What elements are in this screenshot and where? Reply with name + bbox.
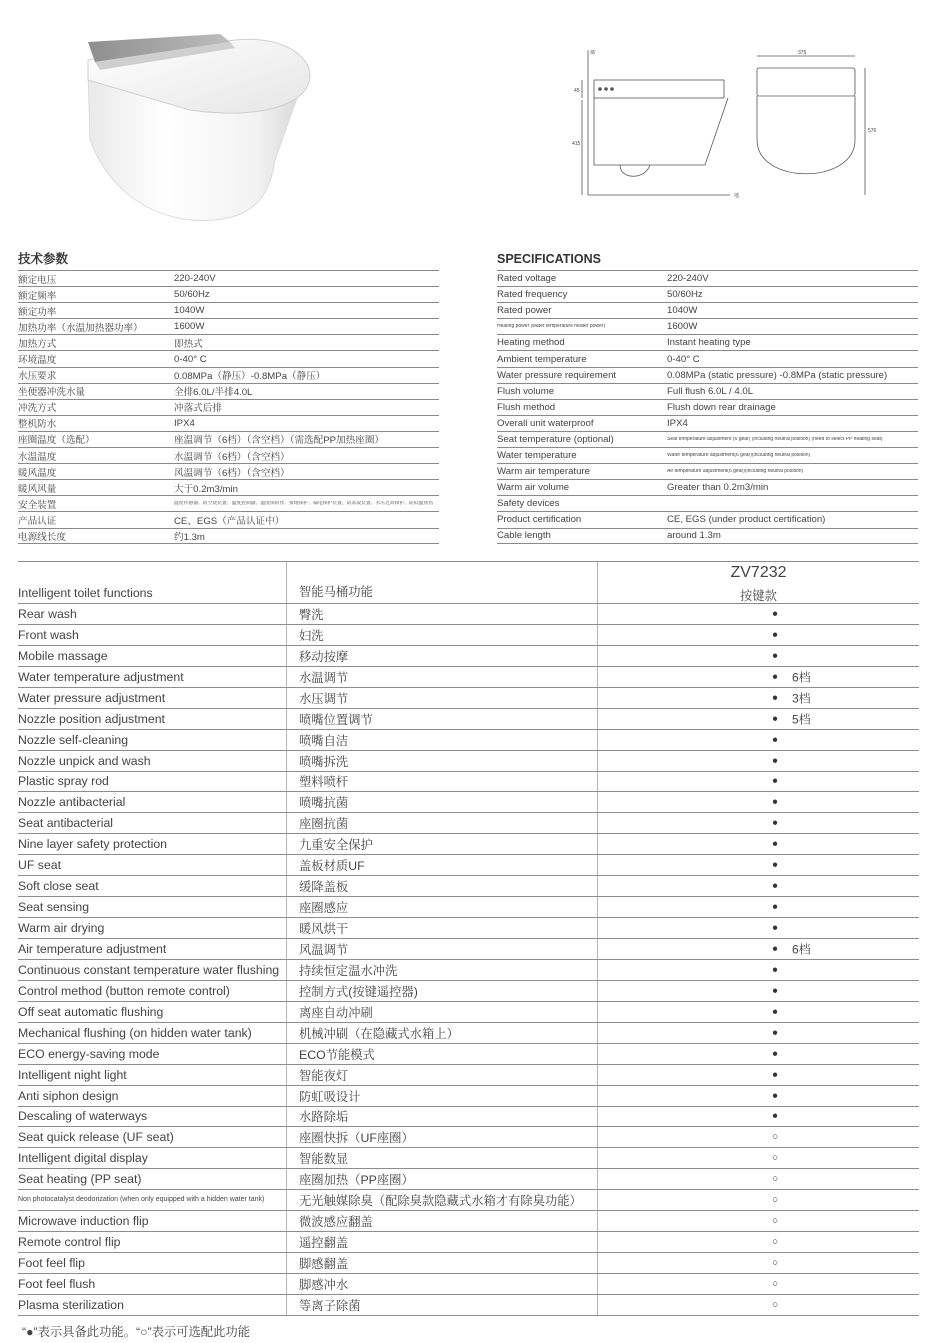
standard-mark-icon: ● bbox=[772, 671, 779, 683]
feature-availability bbox=[597, 918, 919, 938]
feature-row bbox=[18, 855, 919, 876]
feature-level: 6档 bbox=[792, 670, 811, 685]
feature-row bbox=[18, 1190, 919, 1211]
spec-value: 即热式 bbox=[174, 338, 203, 350]
spec-row bbox=[497, 495, 918, 511]
feature-name-cn: 智能数显 bbox=[286, 1148, 597, 1168]
feature-availability bbox=[597, 1065, 919, 1085]
optional-mark-icon: ○ bbox=[772, 1236, 779, 1248]
spec-row bbox=[497, 367, 918, 383]
spec-label: 电源线长度 bbox=[18, 531, 66, 543]
spec-label: 产品认证 bbox=[18, 515, 57, 527]
feature-name-en: Soft close seat bbox=[18, 879, 99, 894]
feature-name-cn: 塑料喷杆 bbox=[286, 772, 597, 792]
feature-availability bbox=[597, 1086, 919, 1106]
feature-name-cn: 机械冲刷（在隐藏式水箱上） bbox=[286, 1023, 597, 1043]
feature-name-cn: 无光触媒除臭（配除臭款隐藏式水箱才有除臭功能） bbox=[286, 1190, 597, 1210]
optional-mark-icon: ○ bbox=[772, 1131, 779, 1143]
standard-mark-icon: ● bbox=[772, 859, 779, 871]
feature-name-cn: 脚感翻盖 bbox=[286, 1253, 597, 1273]
feature-name-cn: 离座自动冲刷 bbox=[286, 1002, 597, 1022]
feature-name-cn: 水路除垢 bbox=[286, 1107, 597, 1127]
spec-label: Overall unit waterproof bbox=[497, 417, 594, 429]
feature-name-cn: 座圈加热（PP座圈） bbox=[286, 1169, 597, 1189]
standard-mark-icon: ● bbox=[772, 1006, 779, 1018]
feature-name-cn: 遥控翻盖 bbox=[286, 1232, 597, 1252]
feature-name-en: Nozzle unpick and wash bbox=[18, 753, 151, 768]
spec-label: 额定功率 bbox=[18, 306, 57, 318]
feature-name-cn: 控制方式(按键遥控器) bbox=[286, 981, 597, 1001]
spec-label: 暖风温度 bbox=[18, 467, 57, 479]
spec-value: IPX4 bbox=[174, 417, 195, 429]
feature-name-en: Intelligent night light bbox=[18, 1067, 127, 1082]
feature-availability bbox=[597, 1148, 919, 1168]
feature-name-en: Off seat automatic flushing bbox=[18, 1004, 164, 1019]
feature-availability bbox=[597, 855, 919, 875]
feature-availability bbox=[597, 1274, 919, 1294]
spec-label: 加热方式 bbox=[18, 338, 57, 350]
feature-name-cn: 水温调节 bbox=[286, 667, 597, 687]
features-header-en: Intelligent toilet functions bbox=[18, 586, 153, 600]
feature-row bbox=[18, 1086, 919, 1107]
feature-name-en: Mobile massage bbox=[18, 648, 108, 663]
spec-row bbox=[18, 302, 439, 318]
feature-availability bbox=[597, 667, 919, 687]
feature-name-en: Descaling of waterways bbox=[18, 1109, 148, 1124]
spec-label: 座圈温度（选配） bbox=[18, 435, 95, 447]
spec-value: 风温调节（6档）（含空档） bbox=[174, 467, 290, 479]
spec-label: Flush method bbox=[497, 401, 556, 413]
spec-row bbox=[18, 318, 439, 334]
spec-row bbox=[18, 367, 439, 383]
dim-tank: 45 bbox=[574, 88, 580, 94]
spec-label: Safety devices bbox=[497, 498, 560, 510]
spec-row bbox=[497, 415, 918, 431]
feature-row bbox=[18, 1002, 919, 1023]
optional-mark-icon: ○ bbox=[772, 1257, 779, 1269]
product-photo-toilet bbox=[70, 20, 330, 235]
optional-mark-icon: ○ bbox=[772, 1278, 779, 1290]
feature-name-cn: 座圈感应 bbox=[286, 897, 597, 917]
spec-value: IPX4 bbox=[667, 417, 688, 429]
feature-row bbox=[18, 960, 919, 981]
features-table bbox=[18, 561, 919, 1316]
feature-row bbox=[18, 604, 919, 625]
feature-name-cn: 喷嘴拆洗 bbox=[286, 751, 597, 771]
feature-availability bbox=[597, 751, 919, 771]
spec-value: Full flush 6.0L / 4.0L bbox=[667, 385, 754, 397]
feature-name-cn: 防虹吸设计 bbox=[286, 1086, 597, 1106]
spec-label: Warm air temperature bbox=[497, 466, 590, 478]
floor-label: 地 bbox=[734, 193, 740, 199]
spec-label: Product certification bbox=[497, 514, 582, 526]
feature-row bbox=[18, 1148, 919, 1169]
standard-mark-icon: ● bbox=[772, 692, 779, 704]
spec-row bbox=[18, 383, 439, 399]
wall-label: 墙 bbox=[590, 50, 596, 56]
spec-value: 1600W bbox=[667, 321, 698, 333]
spec-label: Seat temperature (optional) bbox=[497, 433, 614, 445]
feature-row bbox=[18, 1107, 919, 1128]
feature-row bbox=[18, 1044, 919, 1065]
feature-name-en: Water temperature adjustment bbox=[18, 669, 184, 684]
feature-name-cn: 微波感应翻盖 bbox=[286, 1211, 597, 1231]
feature-row bbox=[18, 792, 919, 813]
feature-row bbox=[18, 1023, 919, 1044]
spec-label: Rated power bbox=[497, 305, 552, 317]
feature-row bbox=[18, 730, 919, 751]
optional-mark-icon: ○ bbox=[772, 1194, 779, 1206]
feature-row bbox=[18, 646, 919, 667]
spec-value: 1040W bbox=[174, 305, 205, 317]
feature-name-en: Non photocatalyst deodorization (when only equipped with a hidden water tank) bbox=[18, 1196, 265, 1204]
feature-availability bbox=[597, 1211, 919, 1231]
spec-label: Rated voltage bbox=[497, 273, 557, 285]
feature-row bbox=[18, 751, 919, 772]
spec-value: 0-40° C bbox=[174, 353, 207, 365]
feature-level: 5档 bbox=[792, 712, 811, 727]
spec-table-en bbox=[497, 252, 918, 544]
spec-row bbox=[497, 302, 918, 318]
feature-row bbox=[18, 1211, 919, 1232]
spec-label: Water temperature bbox=[497, 450, 577, 462]
feature-name-cn: 风温调节 bbox=[286, 939, 597, 959]
feature-name-en: Continuous constant temperature water flushing bbox=[18, 962, 280, 977]
spec-label: Heating power (water temperature heater power) bbox=[497, 324, 606, 330]
standard-mark-icon: ● bbox=[772, 713, 779, 725]
standard-mark-icon: ● bbox=[772, 1048, 779, 1060]
feature-name-en: Microwave induction flip bbox=[18, 1214, 149, 1229]
feature-name-cn: 水压调节 bbox=[286, 688, 597, 708]
optional-mark-icon: ○ bbox=[772, 1173, 779, 1185]
spec-value: 0.08MPa（静压）-0.8MPa（静压） bbox=[174, 371, 326, 383]
spec-label: Water pressure requirement bbox=[497, 369, 617, 381]
standard-mark-icon: ● bbox=[772, 817, 779, 829]
standard-mark-icon: ● bbox=[772, 1069, 779, 1081]
feature-availability bbox=[597, 1253, 919, 1273]
feature-name-en: Control method (button remote control) bbox=[18, 983, 230, 998]
feature-row bbox=[18, 1232, 919, 1253]
feature-availability bbox=[597, 876, 919, 896]
feature-name-en: Mechanical flushing (on hidden water tank) bbox=[18, 1025, 252, 1040]
feature-name-cn: 暖风烘干 bbox=[286, 918, 597, 938]
spec-label: 整机防水 bbox=[18, 419, 57, 431]
dim-depth: 576 bbox=[868, 128, 877, 134]
spec-label: 暖风风量 bbox=[18, 483, 57, 495]
model-name: ZV7232 bbox=[730, 564, 787, 581]
standard-mark-icon: ● bbox=[772, 1027, 779, 1039]
optional-mark-icon: ○ bbox=[772, 1152, 779, 1164]
spec-row bbox=[18, 479, 439, 495]
feature-name-cn: 喷嘴抗菌 bbox=[286, 792, 597, 812]
feature-availability bbox=[597, 1127, 919, 1147]
feature-row bbox=[18, 1127, 919, 1148]
standard-mark-icon: ● bbox=[772, 734, 779, 746]
spec-title-en: SPECIFICATIONS bbox=[497, 252, 601, 266]
feature-name-cn: 喷嘴自洁 bbox=[286, 730, 597, 750]
feature-name-en: Front wash bbox=[18, 627, 79, 642]
spec-value: 冲落式后排 bbox=[174, 403, 222, 415]
spec-value: 0-40° C bbox=[667, 353, 700, 365]
features-header-cn: 智能马桶功能 bbox=[286, 562, 597, 603]
feature-name-cn: 臀洗 bbox=[286, 604, 597, 624]
feature-name-en: Seat quick release (UF seat) bbox=[18, 1130, 174, 1145]
spec-row bbox=[18, 447, 439, 463]
spec-value: Air temperature adjustment(6 gear)(including neutral position) bbox=[667, 468, 804, 474]
spec-row bbox=[497, 447, 918, 463]
feature-row bbox=[18, 981, 919, 1002]
spec-value: 水温调节（6档）（含空档） bbox=[174, 451, 290, 463]
spec-label: 冲洗方式 bbox=[18, 403, 57, 415]
spec-value: Seat temperature adjustment (6 gear) (including neutral position) (need to select PP heating seat) bbox=[667, 436, 883, 442]
dim-width: 375 bbox=[798, 50, 807, 56]
feature-availability bbox=[597, 1232, 919, 1252]
model-variant: 按键款 bbox=[740, 589, 777, 603]
standard-mark-icon: ● bbox=[772, 838, 779, 850]
feature-row bbox=[18, 772, 919, 793]
spec-label: Heating method bbox=[497, 337, 565, 349]
feature-row bbox=[18, 688, 919, 709]
feature-name-en: Plasma sterilization bbox=[18, 1297, 124, 1312]
feature-name-cn: 缓降盖板 bbox=[286, 876, 597, 896]
spec-row bbox=[497, 334, 918, 350]
feature-name-en: Nozzle position adjustment bbox=[18, 711, 165, 726]
feature-row bbox=[18, 709, 919, 730]
spec-value: Water temperature adjustment(6 gear)(including neutral position) bbox=[667, 452, 811, 458]
spec-row bbox=[18, 415, 439, 431]
spec-row bbox=[18, 431, 439, 447]
spec-value: CE、EGS（产品认证中） bbox=[174, 515, 285, 527]
standard-mark-icon: ● bbox=[772, 629, 779, 641]
feature-row bbox=[18, 1274, 919, 1295]
feature-name-en: Rear wash bbox=[18, 606, 77, 621]
feature-availability bbox=[597, 772, 919, 792]
feature-availability bbox=[597, 897, 919, 917]
spec-label: 环境温度 bbox=[18, 355, 57, 367]
standard-mark-icon: ● bbox=[772, 608, 779, 620]
feature-availability bbox=[597, 604, 919, 624]
spec-value: 全排6.0L/半排4.0L bbox=[174, 387, 253, 399]
feature-availability bbox=[597, 1002, 919, 1022]
spec-value: Instant heating type bbox=[667, 337, 751, 349]
spec-value: 温度传感器、防空烧装置、温度控制器、温度保险丝、接地保护、漏电保护装置、防冻裂装置、水压过高保护、防低温烫伤 bbox=[174, 501, 434, 507]
feature-availability bbox=[597, 709, 919, 729]
spec-value: Greater than 0.2m3/min bbox=[667, 482, 769, 494]
spec-value: 1600W bbox=[174, 321, 205, 333]
feature-name-en: Foot feel flip bbox=[18, 1256, 85, 1271]
spec-row bbox=[497, 383, 918, 399]
spec-value: 220-240V bbox=[667, 273, 709, 285]
feature-availability bbox=[597, 1023, 919, 1043]
feature-name-en: Remote control flip bbox=[18, 1235, 121, 1250]
feature-name-cn: 等离子除菌 bbox=[286, 1295, 597, 1315]
spec-value: Flush down rear drainage bbox=[667, 401, 776, 413]
feature-availability bbox=[597, 813, 919, 833]
feature-name-cn: 座圈抗菌 bbox=[286, 813, 597, 833]
feature-availability bbox=[597, 625, 919, 645]
spec-row bbox=[497, 270, 918, 286]
feature-availability bbox=[597, 792, 919, 812]
feature-name-en: Plastic spray rod bbox=[18, 774, 109, 789]
spec-label: 水压要求 bbox=[18, 371, 57, 383]
feature-name-en: Anti siphon design bbox=[18, 1088, 119, 1103]
spec-row bbox=[18, 286, 439, 302]
standard-mark-icon: ● bbox=[772, 901, 779, 913]
feature-name-cn: ECO节能模式 bbox=[286, 1044, 597, 1064]
feature-availability bbox=[597, 1169, 919, 1189]
feature-name-en: Air temperature adjustment bbox=[18, 941, 167, 956]
model-column-header bbox=[597, 562, 919, 603]
spec-row bbox=[18, 511, 439, 527]
spec-value: CE, EGS (under product certification) bbox=[667, 514, 826, 526]
feature-row bbox=[18, 813, 919, 834]
feature-availability bbox=[597, 939, 919, 959]
feature-level: 6档 bbox=[792, 942, 811, 957]
spec-row bbox=[497, 528, 918, 544]
standard-mark-icon: ● bbox=[772, 964, 779, 976]
feature-level: 3档 bbox=[792, 691, 811, 706]
feature-name-en: Warm air drying bbox=[18, 921, 105, 936]
spec-row bbox=[497, 286, 918, 302]
spec-row bbox=[18, 463, 439, 479]
spec-label: 加热功率（水温加热器功率） bbox=[18, 322, 143, 334]
spec-row bbox=[18, 495, 439, 511]
spec-value: 大于0.2m3/min bbox=[174, 483, 238, 495]
feature-name-en: Nine layer safety protection bbox=[18, 837, 168, 852]
feature-row bbox=[18, 1169, 919, 1190]
features-header-row bbox=[18, 561, 919, 604]
dimension-diagram bbox=[560, 40, 890, 210]
feature-availability bbox=[597, 646, 919, 666]
feature-availability bbox=[597, 730, 919, 750]
standard-mark-icon: ● bbox=[772, 880, 779, 892]
feature-name-cn: 移动按摩 bbox=[286, 646, 597, 666]
feature-name-cn: 座圈快拆（UF座圈） bbox=[286, 1127, 597, 1147]
feature-row bbox=[18, 1295, 919, 1316]
standard-mark-icon: ● bbox=[772, 775, 779, 787]
spec-row bbox=[497, 479, 918, 495]
feature-name-cn: 持续恒定温水冲洗 bbox=[286, 960, 597, 980]
feature-name-en: Nozzle antibacterial bbox=[18, 795, 126, 810]
standard-mark-icon: ● bbox=[772, 755, 779, 767]
spec-row bbox=[18, 399, 439, 415]
spec-title-cn: 技术参数 bbox=[18, 252, 69, 266]
feature-name-en: ECO energy-saving mode bbox=[18, 1046, 160, 1061]
standard-mark-icon: ● bbox=[772, 796, 779, 808]
feature-row bbox=[18, 834, 919, 855]
feature-availability bbox=[597, 960, 919, 980]
spec-label: 坐便器冲洗水量 bbox=[18, 387, 86, 399]
feature-name-en: Seat antibacterial bbox=[18, 816, 114, 831]
spec-row bbox=[497, 511, 918, 527]
spec-row bbox=[18, 350, 439, 366]
feature-availability bbox=[597, 1295, 919, 1315]
feature-row bbox=[18, 897, 919, 918]
standard-mark-icon: ● bbox=[772, 922, 779, 934]
standard-mark-icon: ● bbox=[772, 943, 779, 955]
spec-value: 1040W bbox=[667, 305, 698, 317]
feature-name-en: Foot feel flush bbox=[18, 1276, 96, 1291]
spec-row bbox=[18, 334, 439, 350]
spec-label: 安全装置 bbox=[18, 499, 57, 511]
feature-availability bbox=[597, 834, 919, 854]
feature-availability bbox=[597, 1107, 919, 1127]
feature-availability bbox=[597, 981, 919, 1001]
feature-name-en: Nozzle self-cleaning bbox=[18, 732, 129, 747]
standard-mark-icon: ● bbox=[772, 985, 779, 997]
feature-name-en: Seat sensing bbox=[18, 900, 90, 915]
spec-label: 额定频率 bbox=[18, 290, 57, 302]
spec-value: around 1.3m bbox=[667, 530, 721, 542]
feature-name-en: Intelligent digital display bbox=[18, 1151, 148, 1166]
feature-row bbox=[18, 625, 919, 646]
spec-table-cn bbox=[18, 252, 439, 544]
spec-value: 50/60Hz bbox=[667, 289, 703, 301]
spec-row bbox=[497, 399, 918, 415]
optional-mark-icon: ○ bbox=[772, 1299, 779, 1311]
feature-row bbox=[18, 939, 919, 960]
spec-value: 220-240V bbox=[174, 273, 216, 285]
feature-name-cn: 智能夜灯 bbox=[286, 1065, 597, 1085]
spec-row bbox=[497, 350, 918, 366]
spec-label: 水温温度 bbox=[18, 451, 57, 463]
spec-label: Flush volume bbox=[497, 385, 555, 397]
feature-row bbox=[18, 667, 919, 688]
feature-row bbox=[18, 918, 919, 939]
spec-row bbox=[18, 270, 439, 286]
optional-mark-icon: ○ bbox=[772, 1215, 779, 1227]
feature-name-cn: 脚感冲水 bbox=[286, 1274, 597, 1294]
spec-label: Warm air volume bbox=[497, 482, 570, 494]
spec-label: Ambient temperature bbox=[497, 353, 587, 365]
spec-value: 0.08MPa (static pressure) -0.8MPa (static pressure) bbox=[667, 369, 888, 381]
dim-height: 415 bbox=[572, 141, 581, 147]
spec-value: 50/60Hz bbox=[174, 289, 210, 301]
spec-value: 约1.3m bbox=[174, 531, 205, 543]
spec-row bbox=[497, 463, 918, 479]
spec-label: Cable length bbox=[497, 530, 551, 542]
legend-note: “●”表示具备此功能。“○”表示可选配此功能 bbox=[22, 1325, 250, 1339]
feature-name-cn: 妇洗 bbox=[286, 625, 597, 645]
feature-name-cn: 喷嘴位置调节 bbox=[286, 709, 597, 729]
feature-availability bbox=[597, 1044, 919, 1064]
feature-name-en: Seat heating (PP seat) bbox=[18, 1172, 142, 1187]
spec-value: 座温调节（6档）（含空档）（需选配PP加热座圈） bbox=[174, 435, 385, 447]
spec-label: Rated frequency bbox=[497, 289, 568, 301]
feature-row bbox=[18, 1253, 919, 1274]
feature-name-en: UF seat bbox=[18, 858, 62, 873]
feature-availability bbox=[597, 1190, 919, 1210]
spec-label: 额定电压 bbox=[18, 274, 57, 286]
feature-name-en: Water pressure adjustment bbox=[18, 690, 166, 705]
standard-mark-icon: ● bbox=[772, 1090, 779, 1102]
standard-mark-icon: ● bbox=[772, 650, 779, 662]
feature-row bbox=[18, 1065, 919, 1086]
feature-row bbox=[18, 876, 919, 897]
feature-name-cn: 九重安全保护 bbox=[286, 834, 597, 854]
spec-row bbox=[497, 318, 918, 334]
feature-availability bbox=[597, 688, 919, 708]
spec-row bbox=[18, 528, 439, 544]
standard-mark-icon: ● bbox=[772, 1110, 779, 1122]
feature-name-cn: 盖板材质UF bbox=[286, 855, 597, 875]
spec-row bbox=[497, 431, 918, 447]
